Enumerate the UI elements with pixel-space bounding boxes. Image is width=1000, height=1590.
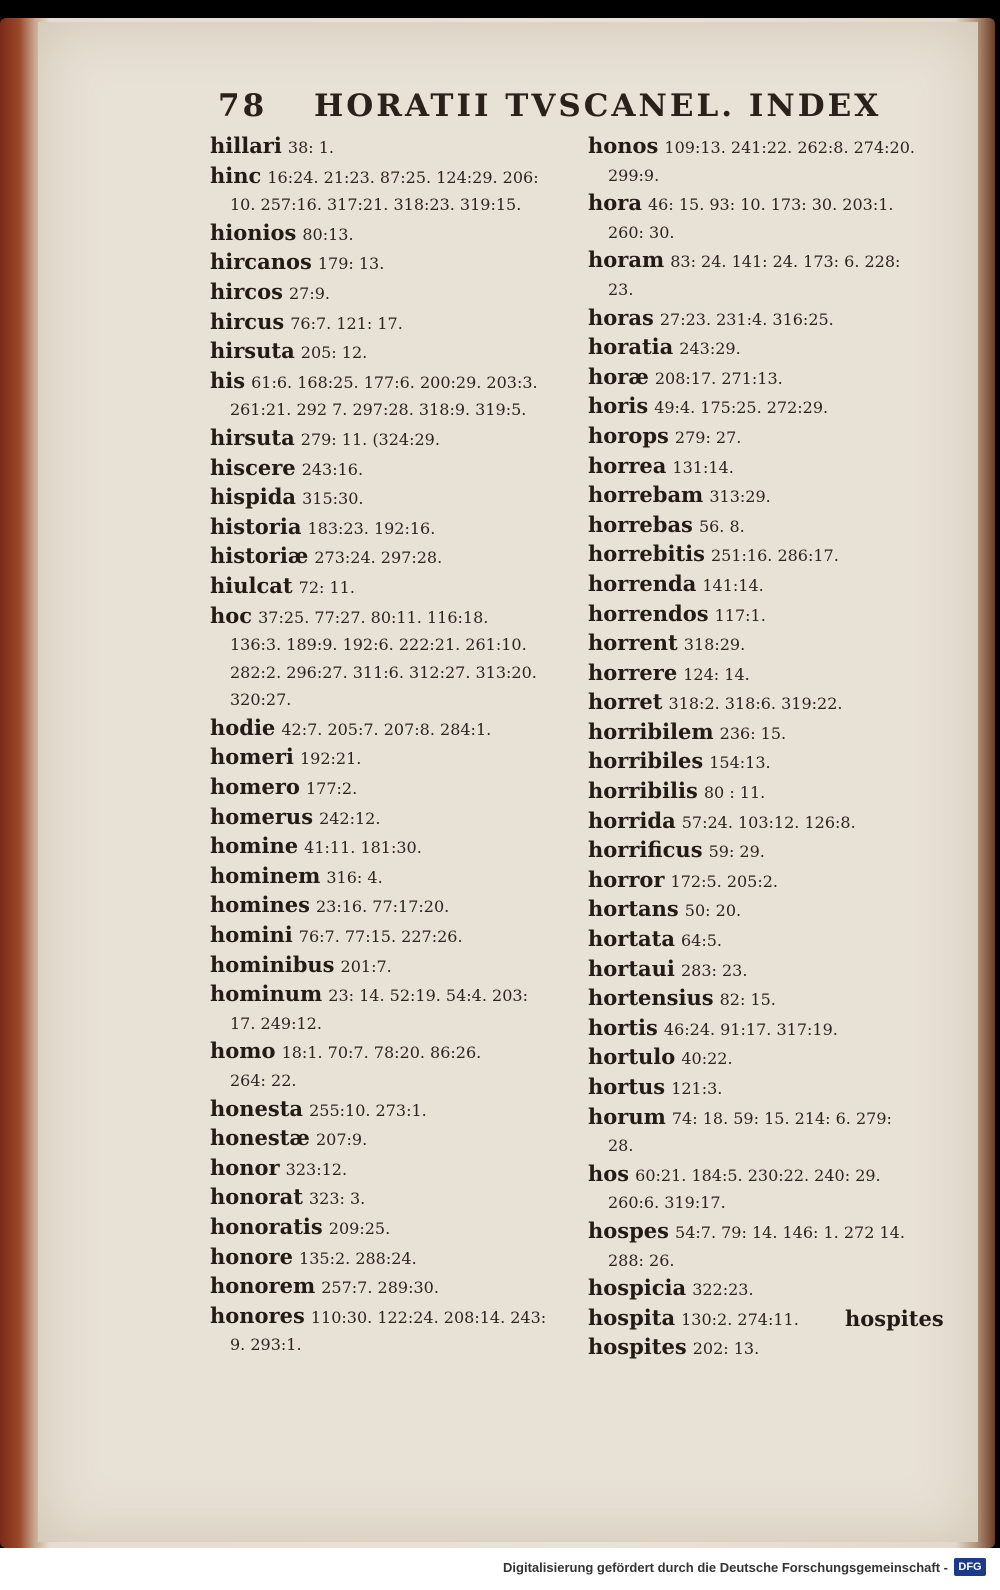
index-word: homini [210, 922, 293, 948]
index-references: 172:5. 205:2. [670, 871, 779, 891]
index-entry [588, 1132, 958, 1160]
index-entry [588, 481, 958, 511]
index-entry [210, 1183, 580, 1213]
index-references: 50: 20. [684, 901, 742, 921]
index-word: homeri [210, 744, 294, 770]
index-references: 201:7. [340, 956, 392, 976]
index-word: horas [588, 304, 654, 330]
index-word: horrent [588, 630, 678, 656]
index-entry [210, 367, 580, 397]
index-references: 260:6. 319:17. [608, 1193, 726, 1213]
index-word: homine [210, 833, 299, 859]
index-entry [588, 452, 958, 482]
index-references: 10. 257:16. 317:21. 318:23. 319:15. [230, 195, 522, 215]
index-references: 117:1. [714, 605, 766, 625]
index-entry [210, 424, 580, 454]
index-word: hortis [588, 1014, 658, 1040]
index-entry [588, 1103, 958, 1133]
index-references: 46:24. 91:17. 317:19. [663, 1019, 838, 1039]
index-references: 28. [608, 1136, 634, 1156]
index-entry [588, 955, 958, 985]
index-references: 72: 11. [298, 577, 355, 597]
index-word: horribilis [588, 778, 698, 804]
index-entry [210, 132, 580, 162]
index-references: 236: 15. [719, 723, 787, 743]
index-references: 130:2. 274:11. [681, 1309, 799, 1329]
index-entry [588, 895, 958, 925]
index-word: honore [210, 1243, 293, 1269]
index-references: 313:29. [709, 487, 771, 507]
index-word: hillari [210, 133, 282, 158]
index-word: hospes [588, 1217, 669, 1243]
index-word: honesta [210, 1095, 304, 1121]
index-word: horæ [588, 363, 649, 389]
index-word: hortulo [588, 1044, 676, 1070]
index-entry [588, 392, 958, 422]
index-word: homo [210, 1038, 276, 1064]
index-entry [588, 1160, 958, 1190]
index-entry [210, 602, 580, 632]
index-entry [588, 304, 958, 334]
index-entry [588, 629, 958, 659]
index-word: historiæ [210, 543, 309, 569]
index-entry [588, 984, 958, 1014]
index-references: 41:11. 181:30. [304, 838, 422, 858]
index-references: 80:13. [302, 224, 354, 244]
index-entry [210, 396, 580, 424]
index-word: honor [210, 1154, 280, 1180]
index-references: 260: 30. [608, 222, 675, 242]
index-entry [210, 659, 580, 687]
index-entry [588, 836, 958, 866]
index-word: hora [588, 190, 642, 216]
index-references: 80 : 11. [703, 783, 766, 803]
index-entry [588, 1217, 958, 1247]
funding-note: Digitalisierung gefördert durch die Deutsche Forschungsgemeinschaft - [503, 1560, 948, 1575]
index-entry [210, 1067, 580, 1095]
index-references: 37:25. 77:27. 80:11. 116:18. [258, 607, 489, 627]
index-word: horrebitis [588, 541, 705, 567]
index-word: hortaui [588, 955, 675, 981]
index-word: horrere [588, 659, 678, 685]
index-entry [210, 572, 580, 602]
index-references: 183:23. 192:16. [307, 518, 436, 538]
page-number: 78 [218, 88, 268, 124]
index-references: 282:2. 296:27. 311:6. 312:27. 313:20. [230, 662, 537, 682]
index-references: 261:21. 292 7. 297:28. 318:9. 319:5. [230, 400, 527, 420]
index-word: hortata [588, 926, 675, 952]
index-word: historia [210, 513, 302, 539]
index-word: horum [588, 1103, 666, 1129]
index-word: horrenda [588, 570, 697, 596]
index-word: homero [210, 774, 300, 800]
index-references: 320:27. [230, 690, 292, 710]
index-word: hortus [588, 1074, 666, 1099]
index-word: hominum [210, 981, 323, 1007]
index-references: 255:10. 273:1. [309, 1100, 427, 1120]
index-references: 322:23. [692, 1280, 754, 1300]
index-word: hircanos [210, 249, 312, 275]
index-references: 17. 249:12. [230, 1013, 322, 1033]
index-word: horrificus [588, 837, 703, 863]
index-references: 23:16. 77:17:20. [315, 897, 450, 917]
index-references: 18:1. 70:7. 78:20. 86:26. [281, 1043, 482, 1063]
index-word: horam [588, 247, 665, 273]
index-entry [588, 189, 958, 219]
index-entry [210, 1243, 580, 1273]
index-entry [210, 1095, 580, 1125]
index-entry [588, 1189, 958, 1217]
index-references: 205: 12. [300, 343, 368, 363]
index-references: 207:9. [315, 1130, 368, 1150]
index-entry [588, 570, 958, 600]
index-word: hircos [210, 278, 283, 304]
index-entry [588, 1274, 958, 1304]
index-entry [588, 1247, 958, 1275]
index-word: hodie [210, 714, 276, 740]
index-references: 323:12. [285, 1159, 348, 1179]
index-references: 23. [608, 279, 634, 299]
index-entry [588, 540, 958, 570]
index-word: hionios [210, 219, 297, 245]
index-entry [210, 832, 580, 862]
index-word: hominibus [210, 951, 335, 977]
footer-bar [0, 1548, 1000, 1590]
index-entry [210, 980, 580, 1010]
index-references: 135:2. 288:24. [299, 1248, 417, 1268]
index-references: 49:4. 175:25. 272:29. [654, 398, 829, 418]
index-word: horrea [588, 452, 667, 478]
index-entry [588, 777, 958, 807]
running-title: HORATII TVSCANEL. INDEX [314, 88, 882, 124]
index-references: 154:13. [709, 753, 771, 773]
index-word: horrendos [588, 600, 709, 626]
index-word: hinc [210, 162, 262, 188]
index-references: 243:16. [301, 459, 364, 479]
index-references: 60:21. 184:5. 230:22. 240: 29. [635, 1165, 881, 1185]
index-entry [210, 308, 580, 338]
index-entry [588, 1073, 958, 1103]
index-word: horatia [588, 334, 674, 360]
index-references: 279: 27. [674, 427, 742, 447]
index-entry [588, 688, 958, 718]
index-word: horrebam [588, 482, 704, 508]
index-entry [210, 686, 580, 714]
index-references: 27:9. [288, 283, 330, 303]
index-entry [588, 276, 958, 304]
index-entry [588, 132, 958, 162]
index-references: 177:2. [305, 779, 358, 799]
index-references: 299:9. [608, 165, 660, 185]
index-references: 64:5. [681, 931, 723, 951]
index-entry [210, 513, 580, 543]
index-entry [588, 246, 958, 276]
index-references: 131:14. [672, 457, 734, 477]
index-entry [210, 1154, 580, 1184]
index-word: hospites [588, 1334, 687, 1360]
index-references: 257:7. 289:30. [321, 1278, 439, 1298]
index-entry [210, 951, 580, 981]
index-references: 23: 14. 52:19. 54:4. 203: [328, 986, 528, 1006]
index-entry [588, 333, 958, 363]
index-references: 56. 8. [698, 516, 745, 536]
index-word: hoc [210, 602, 253, 628]
index-references: 27:23. 231:4. 316:25. [659, 309, 834, 329]
index-word: horribiles [588, 748, 704, 774]
index-references: 9. 293:1. [230, 1335, 302, 1355]
index-references: 251:16. 286:17. [710, 546, 839, 566]
index-entry [210, 1037, 580, 1067]
index-entry [588, 422, 958, 452]
index-entry [588, 659, 958, 689]
index-references: 283: 23. [680, 960, 748, 980]
index-word: honoratis [210, 1213, 323, 1239]
index-references: 242:12. [319, 808, 381, 828]
index-entry [210, 162, 580, 192]
index-word: homines [210, 892, 310, 918]
index-references: 57:24. 103:12. 126:8. [681, 812, 856, 832]
index-references: 323: 3. [308, 1189, 366, 1209]
index-entry [210, 773, 580, 803]
index-word: hortensius [588, 985, 714, 1011]
index-references: 59: 29. [708, 842, 765, 862]
index-entry [210, 1272, 580, 1302]
index-references: 202: 13. [692, 1339, 760, 1359]
index-word: honestæ [210, 1125, 310, 1151]
index-references: 243:29. [679, 339, 741, 359]
index-column-right [588, 132, 958, 1363]
index-entry [210, 1331, 580, 1359]
index-entry [210, 1124, 580, 1154]
index-entry [588, 925, 958, 955]
index-word: hospicia [588, 1275, 687, 1301]
index-references: 40:22. [681, 1049, 733, 1069]
index-references: 316: 4. [326, 867, 383, 887]
catchword: hospites [845, 1306, 944, 1331]
page-header [218, 88, 882, 132]
index-word: hispida [210, 484, 297, 510]
index-references: 318:2. 318:6. 319:22. [668, 694, 843, 714]
index-references: 179: 13. [317, 254, 385, 274]
index-word: his [210, 367, 246, 393]
index-references: 54:7. 79: 14. 146: 1. 272 14. [675, 1222, 905, 1242]
index-word: horops [588, 422, 669, 448]
index-word: hirsuta [210, 338, 295, 364]
index-references: 61:6. 168:25. 177:6. 200:29. 203:3. [251, 372, 538, 392]
index-entry [588, 807, 958, 837]
index-entry [210, 714, 580, 744]
index-references: 141:14. [702, 575, 764, 595]
index-entry [210, 921, 580, 951]
index-word: hircus [210, 308, 285, 334]
index-word: horribilem [588, 718, 714, 744]
index-entry [588, 219, 958, 247]
index-entry [210, 803, 580, 833]
index-references: 288: 26. [608, 1250, 675, 1270]
index-entry [210, 219, 580, 249]
index-references: 76:7. 77:15. 227:26. [298, 927, 463, 947]
index-references: 82: 15. [719, 990, 776, 1010]
index-references: 209:25. [328, 1218, 391, 1238]
index-entry [210, 191, 580, 219]
index-entry [210, 542, 580, 572]
index-references: 318:29. [683, 635, 746, 655]
index-entry [210, 278, 580, 308]
index-word: honorem [210, 1273, 316, 1299]
index-references: 121:3. [671, 1079, 723, 1098]
index-entry [210, 248, 580, 278]
dfg-logo-icon: DFG [954, 1558, 986, 1576]
index-entry [210, 891, 580, 921]
index-references: 264: 22. [230, 1071, 297, 1090]
index-word: horrebas [588, 511, 693, 537]
index-entry [588, 866, 958, 896]
index-entry [588, 600, 958, 630]
index-references: 110:30. 122:24. 208:14. 243: [310, 1307, 547, 1327]
index-entry [210, 1213, 580, 1243]
index-word: honos [588, 133, 659, 158]
index-references: 74: 18. 59: 15. 214: 6. 279: [671, 1108, 892, 1128]
index-references: 273:24. 297:28. [314, 548, 443, 568]
index-word: horret [588, 689, 663, 715]
index-references: 46: 15. 93: 10. 173: 30. 203:1. [648, 195, 894, 215]
index-entry [210, 743, 580, 773]
index-references: 315:30. [302, 489, 364, 509]
index-word: hiscere [210, 454, 296, 480]
index-word: hominem [210, 862, 321, 888]
index-entry [588, 747, 958, 777]
index-entry [588, 1333, 958, 1363]
index-entry [210, 631, 580, 659]
index-word: honores [210, 1302, 305, 1328]
index-word: horis [588, 393, 649, 419]
index-entry [588, 718, 958, 748]
index-entry [588, 511, 958, 541]
index-references: 279: 11. (324:29. [300, 429, 440, 449]
index-entry [210, 1010, 580, 1038]
index-references: 109:13. 241:22. 262:8. 274:20. [664, 138, 915, 157]
index-entry [210, 483, 580, 513]
index-word: honorat [210, 1184, 303, 1210]
index-references: 136:3. 189:9. 192:6. 222:21. 261:10. [230, 635, 527, 655]
index-entry [210, 337, 580, 367]
index-entry [210, 862, 580, 892]
index-entry [588, 162, 958, 190]
index-entry [588, 1014, 958, 1044]
index-word: homerus [210, 803, 314, 829]
index-word: horror [588, 866, 665, 892]
index-word: hirsuta [210, 424, 295, 450]
index-references: 16:24. 21:23. 87:25. 124:29. 206: [267, 167, 539, 187]
index-word: hortans [588, 896, 679, 922]
index-word: hiulcat [210, 572, 293, 598]
index-word: horrida [588, 807, 676, 833]
index-entry [588, 1043, 958, 1073]
index-references: 38: 1. [287, 138, 335, 157]
index-references: 192:21. [299, 749, 362, 769]
index-references: 42:7. 205:7. 207:8. 284:1. [281, 719, 492, 739]
index-word: hospita [588, 1304, 676, 1330]
index-references: 76:7. 121: 17. [290, 313, 403, 333]
index-references: 124: 14. [683, 664, 750, 684]
index-references: 83: 24. 141: 24. 173: 6. 228: [670, 252, 901, 272]
index-entry [210, 454, 580, 484]
index-references: 208:17. 271:13. [654, 368, 783, 388]
index-entry [588, 363, 958, 393]
index-entry [210, 1302, 580, 1332]
index-word: hos [588, 1160, 630, 1186]
index-column-left [210, 132, 580, 1359]
